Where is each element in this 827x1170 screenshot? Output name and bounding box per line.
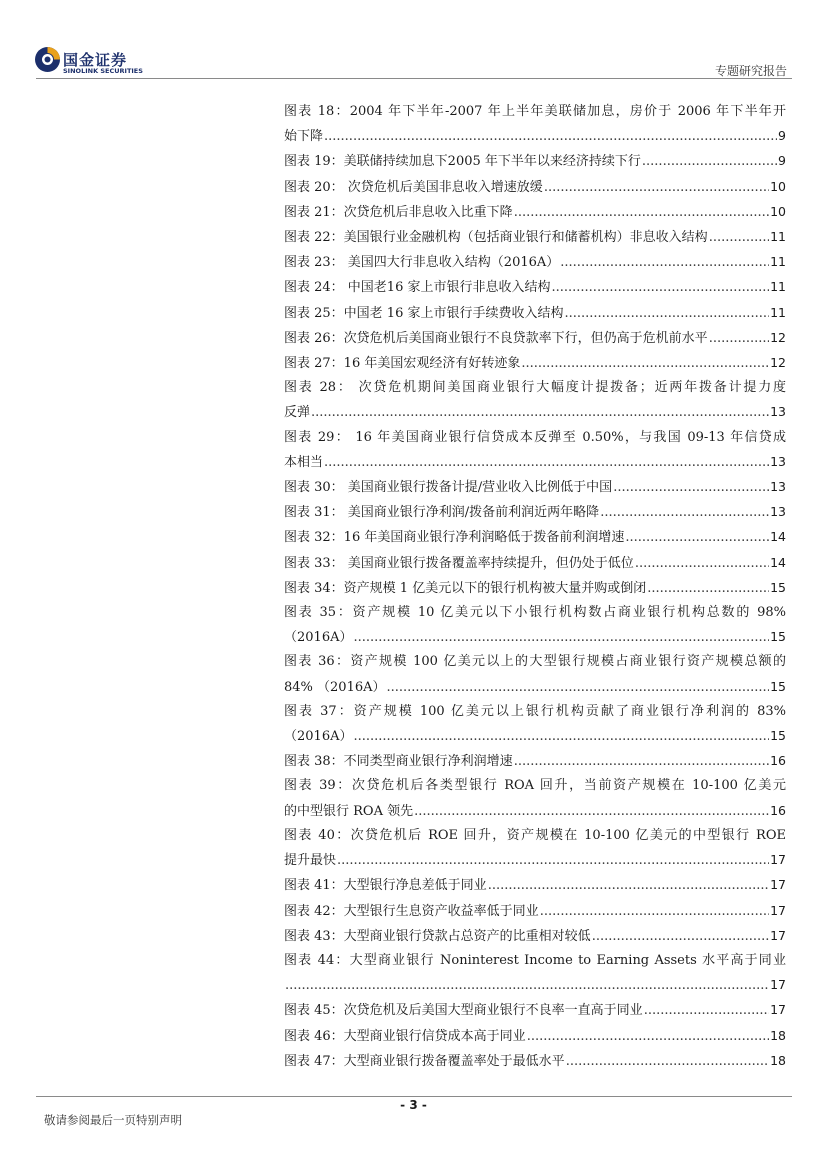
toc-leader-dots (337, 849, 769, 873)
toc-leader-dots (566, 1050, 769, 1074)
toc-leader-dots (488, 874, 769, 898)
toc-leader-dots (285, 974, 769, 998)
toc-page-number: 15 (770, 579, 786, 595)
toc-leader-dots (514, 750, 769, 774)
toc-page-number: 17 (770, 877, 786, 893)
header-divider (36, 78, 792, 79)
toc-entry-text[interactable]: 图表 36：资产规模 100 亿美元以上的大型银行规模占商业银行资产规模总额的 (284, 654, 786, 670)
toc-page-number: 17 (770, 852, 786, 868)
toc-entry[interactable] (284, 675, 786, 700)
toc-entry-title: 图表 30： 美国商业银行拨备计提/营业收入比例低于中国 (284, 480, 613, 496)
toc-entry-text[interactable]: 图表 44：大型商业银行 Noninterest Income to Earning Assets 水平高于同业 (284, 952, 786, 968)
toc-page-number: 12 (770, 355, 786, 371)
toc-entry[interactable] (284, 351, 786, 376)
toc-entry[interactable] (284, 149, 786, 174)
logo-name-en: SINOLINK SECURITIES (63, 67, 143, 75)
toc-leader-dots (514, 201, 769, 225)
toc-page-number: 14 (770, 554, 786, 570)
toc-leader-dots (600, 501, 769, 525)
toc-page-number: 13 (770, 504, 786, 520)
toc-leader-dots (551, 276, 769, 300)
toc-page-number: 15 (770, 629, 786, 645)
toc-entry[interactable] (284, 799, 786, 824)
toc-page-number: 17 (770, 927, 786, 943)
toc-entry-title: 图表 26：次贷危机后美国商业银行不良贷款率下行，但仍高于危机前水平 (284, 330, 708, 346)
footer-divider (36, 1096, 792, 1097)
toc-entry[interactable] (284, 525, 786, 550)
toc-entry-title: 84% （2016A） (284, 679, 386, 695)
toc-entry-title: 图表 25：中国老 16 家上市银行手续费收入结构 (284, 305, 564, 321)
toc-entry[interactable] (284, 1024, 786, 1049)
toc-page-number: 17 (770, 902, 786, 918)
toc-leader-dots (387, 676, 770, 700)
toc-entry-title: 图表 47：大型商业银行拨备覆盖率处于最低水平 (284, 1053, 565, 1069)
toc-leader-dots (324, 125, 777, 149)
toc-entry-title: 图表 27：16 年美国宏观经济有好转迹象 (284, 356, 521, 372)
toc-entry[interactable] (284, 301, 786, 326)
toc-entry-title: 图表 20： 次贷危机后美国非息收入增速放缓 (284, 179, 543, 195)
toc-entry-text[interactable]: 图表 28： 次贷危机期间美国商业银行大幅度计提拨备；近两年拨备计提力度 (284, 380, 786, 396)
toc-page-number: 9 (778, 128, 786, 144)
toc-entry[interactable] (284, 400, 786, 425)
toc-entry[interactable] (284, 973, 786, 998)
toc-leader-dots (635, 552, 769, 576)
toc-page-number: 10 (770, 178, 786, 194)
toc-entry[interactable] (284, 275, 786, 300)
toc-entry-title: 图表 34：资产规模 1 亿美元以下的银行机构被大量并购或倒闭 (284, 580, 647, 596)
toc-entry-text[interactable]: 图表 29： 16 年美国商业银行信贷成本反弹至 0.50%，与我国 09-13 年信贷成 (284, 429, 786, 445)
toc-leader-dots (625, 526, 769, 550)
toc-leader-dots (647, 577, 769, 601)
toc-entry-title: （2016A） (284, 630, 353, 646)
toc-entry[interactable] (284, 225, 786, 250)
toc-entry-title: 图表 41：大型银行净息差低于同业 (284, 878, 487, 894)
toc-entry[interactable] (284, 175, 786, 200)
toc-page-number: 12 (770, 329, 786, 345)
toc-entry[interactable] (284, 899, 786, 924)
report-type-label: 专题研究报告 (714, 64, 787, 78)
toc-entry-title: 始下降 (284, 129, 324, 145)
toc-entry-title: 本相当 (284, 454, 324, 470)
toc-leader-dots (613, 476, 769, 500)
toc-leader-dots (564, 302, 769, 326)
toc-entry[interactable] (284, 998, 786, 1023)
toc-page-number: 16 (770, 802, 786, 818)
toc-entry[interactable] (284, 250, 786, 275)
toc-leader-dots (709, 327, 769, 351)
toc-page-number: 18 (770, 1052, 786, 1068)
toc-entry[interactable] (284, 749, 786, 774)
toc-entry[interactable] (284, 475, 786, 500)
toc-page-number: 13 (770, 453, 786, 469)
toc-entry-title: 图表 21：次贷危机后非息收入比重下降 (284, 204, 513, 220)
toc-entry-title: 反弹 (284, 405, 311, 421)
toc-entry[interactable] (284, 625, 786, 650)
toc-entry[interactable] (284, 500, 786, 525)
page-number: - 3 - (400, 1098, 427, 1112)
toc-page-number: 13 (770, 479, 786, 495)
toc-page-number: 11 (770, 254, 786, 270)
company-logo (34, 46, 154, 78)
toc-entry-text[interactable]: 图表 40：次贷危机后 ROE 回升，资产规模在 10-100 亿美元的中型银行 ROE (284, 827, 786, 843)
toc-entry-title: 图表 31： 美国商业银行净利润/拨备前利润近两年略降 (284, 505, 600, 521)
toc-leader-dots (311, 401, 769, 425)
toc-entry-text[interactable]: 图表 35：资产规模 10 亿美元以下小银行机构数占商业银行机构总数的 98% (284, 605, 786, 621)
toc-leader-dots (527, 1025, 769, 1049)
toc-entry-title: 的中型银行 ROA 领先 (284, 803, 414, 819)
toc-page-number: 9 (778, 153, 786, 169)
toc-entry[interactable] (284, 848, 786, 873)
toc-page-number: 15 (770, 678, 786, 694)
toc-leader-dots (353, 626, 769, 650)
toc-entry-title: 图表 22：美国银行业金融机构（包括商业银行和储蓄机构）非息收入结构 (284, 230, 708, 246)
toc-entry[interactable] (284, 450, 786, 475)
toc-entry-title: 图表 23： 美国四大行非息收入结构（2016A） (284, 255, 560, 271)
toc-leader-dots (521, 352, 769, 376)
toc-page-number: 13 (770, 404, 786, 420)
toc-page-number: 15 (770, 728, 786, 744)
toc-entry[interactable] (284, 576, 786, 601)
toc-entry-title: 图表 38：不同类型商业银行净利润增速 (284, 754, 513, 770)
toc-leader-dots (644, 999, 769, 1023)
toc-entry-title: 图表 42：大型银行生息资产收益率低于同业 (284, 903, 539, 919)
logo-name-cn: 国金证券 (63, 51, 128, 69)
disclaimer-text: 敬请参阅最后一页特别声明 (44, 1113, 182, 1127)
toc-entry[interactable] (284, 924, 786, 949)
toc-page-number: 11 (770, 229, 786, 245)
toc-leader-dots (709, 226, 769, 250)
toc-entry-text[interactable]: 图表 37：资产规模 100 亿美元以上银行机构贡献了商业银行净利润的 83% (284, 703, 786, 719)
toc-leader-dots (353, 725, 769, 749)
toc-entry-title: 提升最快 (284, 853, 337, 869)
toc-entry-title: 图表 33： 美国商业银行拨备覆盖率持续提升，但仍处于低位 (284, 555, 634, 571)
toc-leader-dots (642, 150, 777, 174)
table-of-figures (284, 100, 786, 1074)
toc-page-number: 17 (770, 1002, 786, 1018)
toc-entry[interactable] (284, 326, 786, 351)
toc-entry-title: 图表 43：大型商业银行贷款占总资产的比重相对较低 (284, 928, 591, 944)
toc-leader-dots (544, 176, 769, 200)
toc-entry[interactable] (284, 200, 786, 225)
toc-page-number: 11 (770, 304, 786, 320)
toc-entry-title: （2016A） (284, 729, 353, 745)
toc-leader-dots (560, 251, 769, 275)
toc-page-number: 16 (770, 753, 786, 769)
toc-page-number: 17 (770, 977, 786, 993)
toc-entry-title: 图表 32：16 年美国商业银行净利润略低于拨备前利润增速 (284, 530, 625, 546)
toc-entry[interactable] (284, 1049, 786, 1074)
page-header (0, 0, 827, 80)
toc-leader-dots (324, 451, 769, 475)
toc-entry-text[interactable]: 图表 18：2004 年下半年-2007 年上半年美联储加息，房价于 2006 年下半年开 (284, 104, 786, 119)
toc-entry-title: 图表 24： 中国老16 家上市银行非息收入结构 (284, 280, 551, 296)
toc-entry-title: 图表 46：大型商业银行信贷成本高于同业 (284, 1028, 526, 1044)
toc-page-number: 14 (770, 529, 786, 545)
toc-entry-title: 图表 45：次贷危机及后美国大型商业银行不良率一直高于同业 (284, 1003, 643, 1019)
toc-entry[interactable] (284, 724, 786, 749)
logo-mark-icon (34, 46, 61, 73)
toc-entry-text[interactable]: 图表 39：次贷危机后各类型银行 ROA 回升，当前资产规模在 10-100 亿美元 (284, 778, 786, 794)
toc-page-number: 11 (770, 279, 786, 295)
toc-leader-dots (540, 900, 769, 924)
toc-page-number: 10 (770, 203, 786, 219)
toc-leader-dots (414, 800, 769, 824)
toc-entry[interactable] (284, 873, 786, 898)
toc-page-number: 18 (770, 1027, 786, 1043)
toc-leader-dots (592, 925, 769, 949)
toc-entry[interactable] (284, 124, 786, 149)
toc-entry-title: 图表 19：美联储持续加息下2005 年下半年以来经济持续下行 (284, 154, 641, 170)
toc-entry[interactable] (284, 551, 786, 576)
